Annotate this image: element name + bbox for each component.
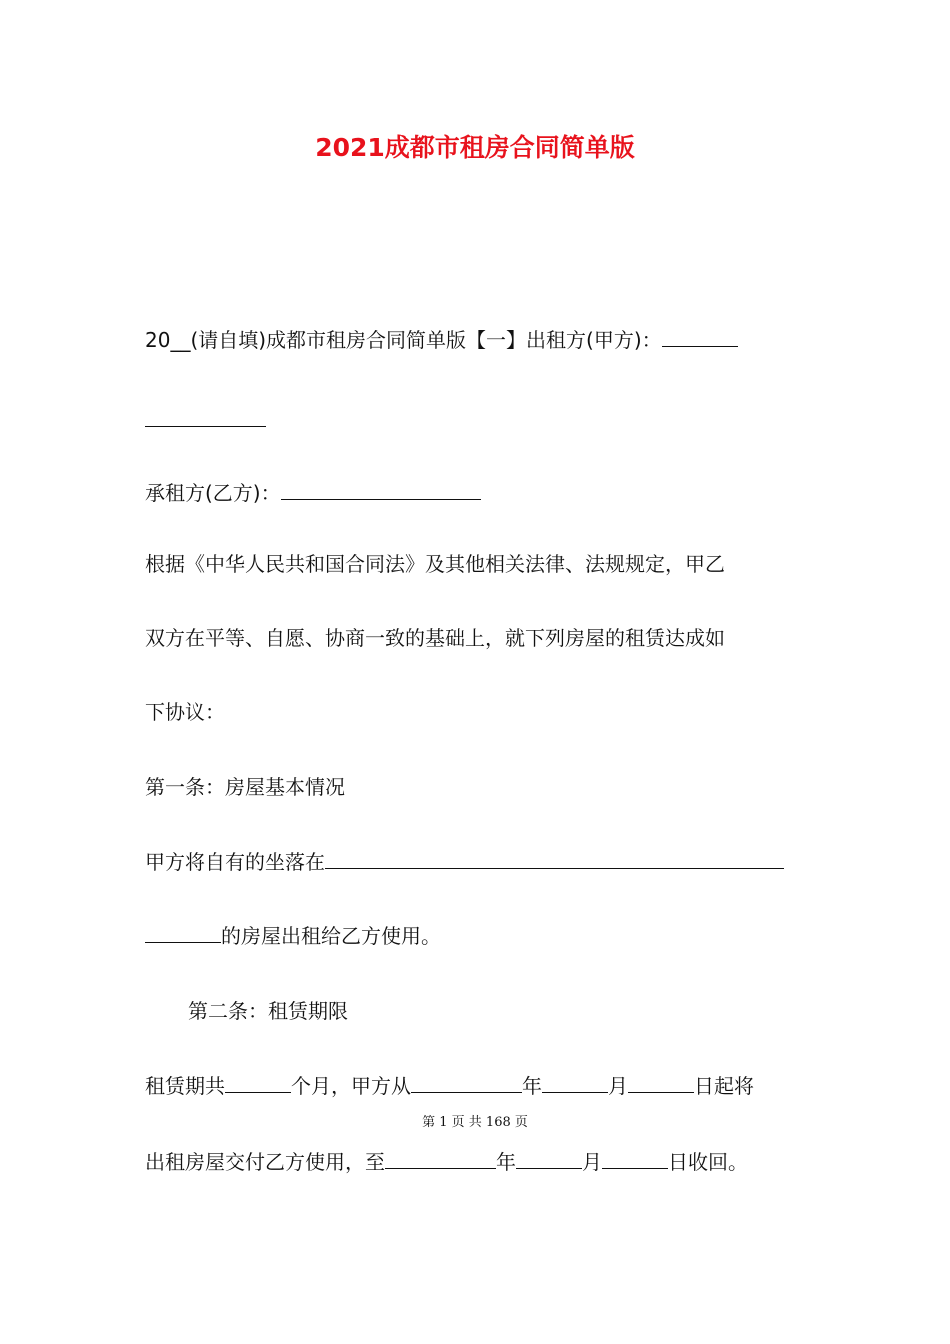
line-lessee xyxy=(145,479,481,507)
paragraph-line: 双方在平等、自愿、协商一致的基础上，就下列房屋的租赁达成如 xyxy=(145,626,725,650)
line-lessor-cont xyxy=(145,406,266,434)
lessor-blank-cont xyxy=(145,406,266,427)
term-text: 个月，甲方从 xyxy=(291,1074,411,1098)
lessor-label: 20__(请自填)成都市租房合同简单版【一】出租方(甲方)： xyxy=(145,328,662,352)
term-text: 出租房屋交付乙方使用，至 xyxy=(145,1150,385,1174)
term-text: 日起将 xyxy=(694,1074,754,1098)
paragraph-line: 下协议： xyxy=(145,700,225,724)
start-day-blank xyxy=(628,1072,694,1093)
term-text: 年 xyxy=(522,1074,542,1098)
page-footer: 第 1 页 共 168 页 xyxy=(422,1115,528,1130)
location-blank-cont xyxy=(145,922,221,943)
lessee-label: 承租方(乙方)： xyxy=(145,481,281,505)
location-blank xyxy=(325,848,784,869)
term-text: 年 xyxy=(496,1150,516,1174)
paragraph-line: 根据《中华人民共和国合同法》及其他相关法律、法规规定，甲乙 xyxy=(145,552,725,576)
lessee-blank xyxy=(281,479,481,500)
line-lease-term xyxy=(145,1072,754,1100)
start-month-blank xyxy=(542,1072,608,1093)
line-lease-end xyxy=(145,1148,748,1176)
start-year-blank xyxy=(411,1072,522,1093)
article-1-heading: 第一条：房屋基本情况 xyxy=(145,775,345,799)
term-text: 租赁期共 xyxy=(145,1074,225,1098)
line-lessor xyxy=(145,326,738,354)
document-title: 2021成都市租房合同简单版 xyxy=(315,133,635,162)
line-location-cont xyxy=(145,922,441,950)
line-location xyxy=(145,848,784,876)
months-blank xyxy=(225,1072,291,1093)
location-tail: 的房屋出租给乙方使用。 xyxy=(221,924,441,948)
end-day-blank xyxy=(602,1148,668,1169)
location-label: 甲方将自有的坐落在 xyxy=(145,850,325,874)
lessor-blank xyxy=(662,326,738,347)
article-2-heading: 第二条：租赁期限 xyxy=(188,999,348,1023)
term-text: 日收回。 xyxy=(668,1150,748,1174)
term-text: 月 xyxy=(608,1074,628,1098)
end-year-blank xyxy=(385,1148,496,1169)
end-month-blank xyxy=(516,1148,582,1169)
term-text: 月 xyxy=(582,1150,602,1174)
